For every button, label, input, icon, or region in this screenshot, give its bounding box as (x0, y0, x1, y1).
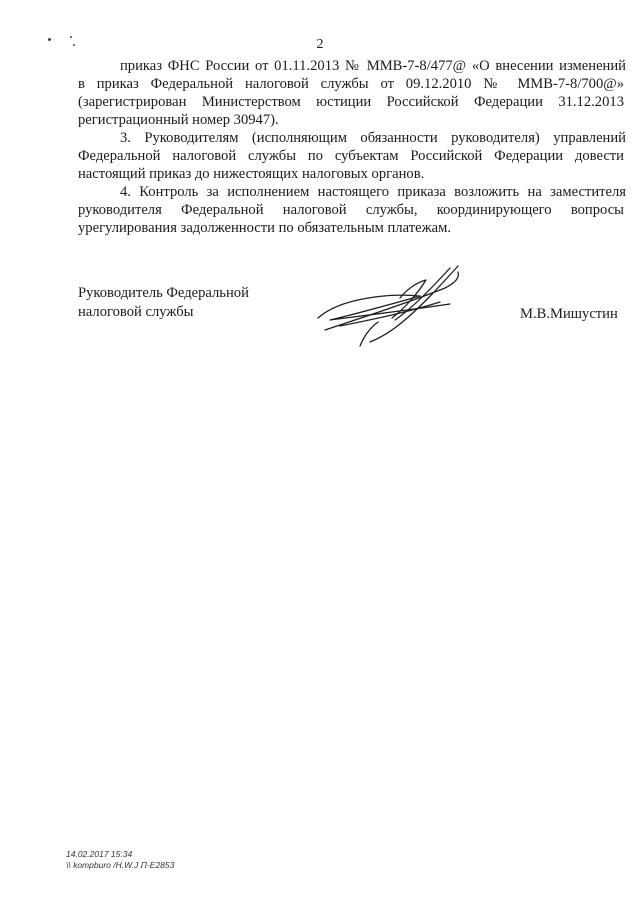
footer-file-path: \\ kompburo /Н.W.J П-Е2853 (66, 860, 175, 870)
paragraph-line: 3. Руководителям (исполняющим обязанности руководителя) управлений (120, 130, 626, 146)
page-number: 2 (316, 37, 324, 52)
signatory-name: М.В.Мишустин (520, 306, 618, 322)
handwritten-signature (300, 258, 480, 358)
paragraph-line: регистрационный номер 30947). (78, 112, 279, 128)
paragraph-line: 4. Контроль за исполнением настоящего приказа возложить на заместителя (120, 184, 626, 200)
paragraph-line: (зарегистрирован Министерством юстиции Российской Федерации 31.12.2013 (78, 94, 624, 110)
paragraph-line: в приказ Федеральной налоговой службы от 09.12.2010 № ММВ-7-8/700@» (78, 76, 624, 92)
signatory-position-line: Руководитель Федеральной (78, 285, 249, 301)
paragraph-line: приказ ФНС России от 01.11.2013 № ММВ-7-8/477@ «О внесении изменений (120, 58, 626, 74)
paragraph-line: руководителя Федеральной налоговой службы, координирующего вопросы (78, 202, 624, 218)
paragraph-line: Федеральной налоговой службы по субъектам Российской Федерации довести (78, 148, 624, 164)
paragraph-line: настоящий приказ до нижестоящих налоговых органов. (78, 166, 425, 182)
signatory-position (78, 284, 249, 322)
paragraph-line: урегулирования задолженности по обязательным платежам. (78, 220, 452, 236)
footer-date: 14.02.2017 15:34 (66, 849, 133, 859)
signatory-position-line: налоговой службы (78, 304, 194, 320)
